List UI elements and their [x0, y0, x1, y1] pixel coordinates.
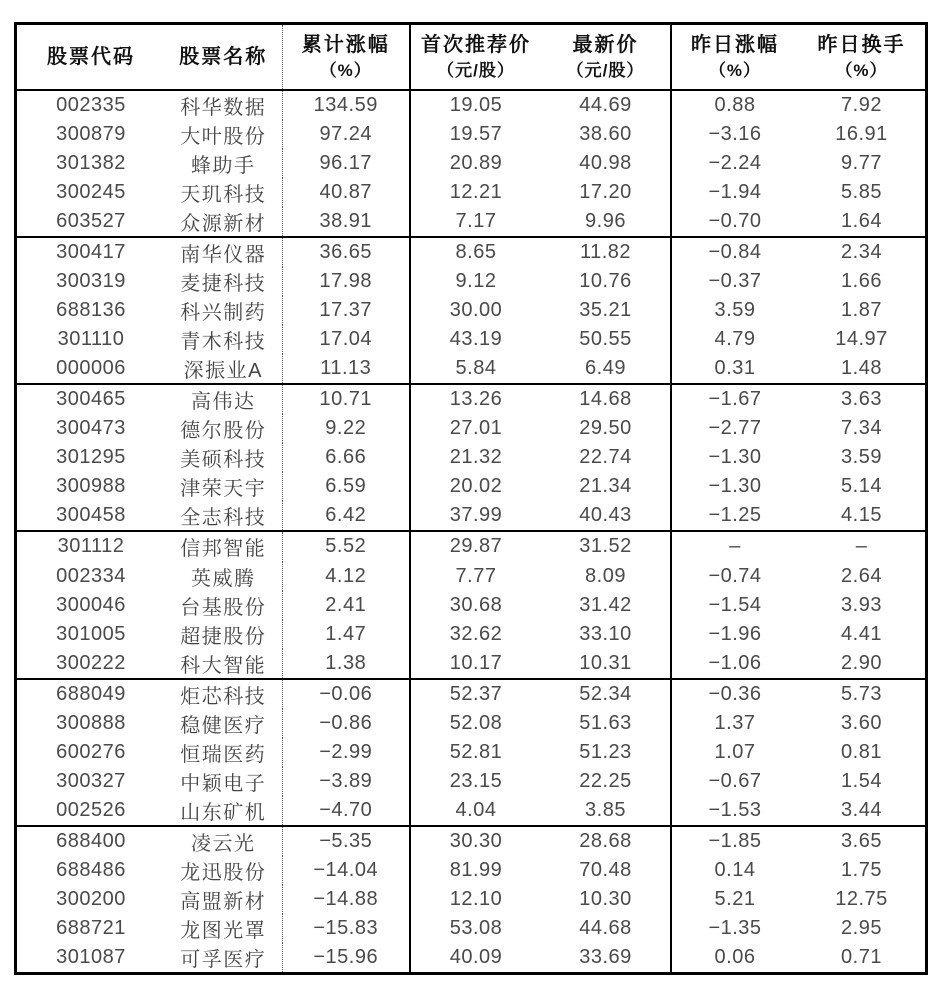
header-unit: （%）: [708, 60, 762, 80]
cell-yesterday-gain: −1.54: [708, 593, 762, 616]
cell-cumulative-gain: 134.59: [282, 90, 410, 120]
cell-cumulative-gain: 2.41: [282, 591, 410, 620]
cell-stock-name: 麦捷科技: [165, 267, 282, 296]
cell-stock-name: 高盟新材: [165, 885, 282, 914]
cell-first-rec-price: 12.10: [449, 887, 503, 910]
cell-cumulative-gain: 17.04: [282, 325, 410, 354]
cell-cumulative-gain: −0.86: [282, 709, 410, 738]
cell-stock-name: 天玑科技: [165, 178, 282, 207]
cell-yesterday-turnover: 3.59: [841, 446, 882, 469]
cell-stock-name: 稳健医疗: [165, 709, 282, 738]
cell-cumulative-gain: 4.12: [282, 562, 410, 591]
cell-stock-code: 603527: [56, 210, 126, 233]
cell-stock-code: 301005: [56, 622, 126, 645]
cell-yesterday-turnover: 7.92: [841, 94, 882, 117]
header-stock-code: [17, 25, 165, 90]
cell-cumulative-gain: 40.87: [282, 178, 410, 207]
cell-yesterday-turnover: 1.64: [841, 210, 882, 233]
cell-latest-price: 40.43: [541, 501, 671, 531]
table-row: [17, 649, 925, 679]
table-row: [17, 885, 925, 914]
cell-yesterday-gain: −2.77: [708, 417, 762, 440]
header-unit: （%）: [319, 60, 372, 80]
cell-latest-price: 51.23: [541, 738, 671, 767]
table-header: [17, 25, 925, 90]
stock-table-container: [14, 22, 928, 975]
cell-cumulative-gain: −5.35: [282, 826, 410, 856]
cell-yesterday-gain: 0.31: [714, 357, 756, 380]
cell-yesterday-gain: −2.24: [708, 152, 762, 175]
cell-stock-code: 301112: [57, 535, 125, 558]
cell-yesterday-turnover: 5.14: [841, 475, 882, 498]
cell-stock-name: 可孚医疗: [165, 943, 282, 972]
cell-cumulative-gain: 6.66: [282, 443, 410, 472]
table-row: [17, 709, 925, 738]
cell-cumulative-gain: −15.83: [282, 914, 410, 943]
cell-first-rec-price: 43.19: [449, 328, 503, 351]
cell-yesterday-turnover: 3.93: [841, 593, 882, 616]
table-row: [17, 914, 925, 943]
cell-first-rec-price: 8.65: [455, 241, 497, 264]
cell-stock-code: 300458: [56, 504, 126, 527]
cell-cumulative-gain: −2.99: [282, 738, 410, 767]
cell-latest-price: 9.96: [541, 207, 671, 237]
cell-cumulative-gain: 9.22: [282, 414, 410, 443]
cell-cumulative-gain: 38.91: [282, 207, 410, 237]
cell-stock-code: 301087: [56, 945, 126, 968]
cell-stock-name: 台基股份: [165, 591, 282, 620]
cell-latest-price: 50.55: [541, 325, 671, 354]
table-row: [17, 472, 925, 501]
cell-stock-name: 超捷股份: [165, 620, 282, 649]
cell-latest-price: 51.63: [541, 709, 671, 738]
cell-stock-code: 688049: [56, 682, 126, 705]
cell-stock-code: 300417: [56, 241, 126, 264]
table-row: [17, 501, 925, 531]
cell-stock-code: 300200: [56, 887, 126, 910]
header-label: 累计涨幅: [301, 33, 390, 56]
cell-yesterday-turnover: 0.81: [841, 740, 882, 763]
cell-cumulative-gain: 1.47: [282, 620, 410, 649]
cell-first-rec-price: 29.87: [449, 535, 503, 558]
cell-stock-name: 龙迅股份: [165, 856, 282, 885]
cell-latest-price: 31.42: [541, 591, 671, 620]
table-row: [17, 207, 925, 237]
cell-stock-code: 301295: [56, 446, 126, 469]
cell-yesterday-gain: −0.70: [708, 210, 762, 233]
cell-stock-code: 300222: [56, 651, 126, 674]
cell-yesterday-turnover: 16.91: [835, 123, 888, 146]
cell-stock-code: 300327: [56, 769, 126, 792]
table-row: [17, 296, 925, 325]
table-row: [17, 237, 925, 267]
table-row: [17, 679, 925, 709]
cell-stock-code: 002334: [56, 564, 126, 587]
cell-yesterday-gain: 0.14: [714, 858, 756, 881]
cell-stock-name: 德尔股份: [165, 414, 282, 443]
cell-cumulative-gain: 17.37: [282, 296, 410, 325]
table-row: [17, 443, 925, 472]
cell-yesterday-gain: 1.07: [714, 740, 756, 763]
cell-stock-name: 青木科技: [165, 325, 282, 354]
header-row: [17, 25, 925, 90]
cell-yesterday-gain: –: [729, 535, 741, 558]
cell-stock-code: 002335: [56, 94, 126, 117]
cell-stock-code: 301382: [56, 152, 126, 175]
cell-yesterday-gain: −1.94: [708, 181, 762, 204]
cell-cumulative-gain: 10.71: [282, 384, 410, 414]
cell-yesterday-gain: 1.37: [714, 711, 756, 734]
cell-cumulative-gain: 6.59: [282, 472, 410, 501]
cell-yesterday-turnover: 2.95: [841, 916, 882, 939]
table-row: [17, 354, 925, 384]
cell-yesterday-turnover: 1.66: [841, 270, 882, 293]
header-latest-price: [541, 25, 671, 90]
cell-yesterday-turnover: 2.34: [841, 241, 882, 264]
cell-stock-code: 688486: [56, 858, 126, 881]
cell-first-rec-price: 7.77: [455, 564, 497, 587]
header-stock-name: [165, 25, 282, 90]
cell-latest-price: 11.82: [541, 237, 671, 267]
cell-latest-price: 17.20: [541, 178, 671, 207]
cell-stock-name: 津荣天宇: [165, 472, 282, 501]
cell-yesterday-gain: −1.96: [708, 622, 762, 645]
stock-table: [17, 25, 925, 972]
cell-yesterday-gain: 5.21: [714, 887, 756, 910]
cell-first-rec-price: 53.08: [449, 916, 503, 939]
cell-stock-code: 301110: [57, 328, 125, 351]
table-row: [17, 591, 925, 620]
header-unit: （元/股）: [437, 60, 515, 80]
cell-stock-code: 300888: [56, 711, 126, 734]
header-label: 首次推荐价: [421, 33, 531, 56]
table-row: [17, 562, 925, 591]
cell-yesterday-gain: −0.37: [708, 270, 762, 293]
cell-yesterday-gain: −1.85: [708, 829, 762, 852]
cell-yesterday-turnover: –: [855, 535, 868, 558]
cell-yesterday-gain: −0.67: [708, 769, 762, 792]
table-row: [17, 90, 925, 120]
cell-first-rec-price: 52.08: [449, 711, 503, 734]
cell-yesterday-gain: −1.30: [708, 475, 762, 498]
cell-first-rec-price: 7.17: [455, 210, 497, 233]
cell-cumulative-gain: −15.96: [282, 943, 410, 972]
cell-latest-price: 33.69: [541, 943, 671, 972]
cell-first-rec-price: 32.62: [449, 622, 503, 645]
cell-yesterday-gain: 4.79: [714, 328, 756, 351]
table-row: [17, 767, 925, 796]
cell-yesterday-turnover: 4.41: [841, 622, 882, 645]
cell-yesterday-turnover: 7.34: [841, 417, 882, 440]
cell-stock-name: 信邦智能: [165, 531, 282, 561]
table-row: [17, 620, 925, 649]
cell-first-rec-price: 40.09: [449, 945, 503, 968]
cell-yesterday-gain: −0.84: [708, 241, 762, 264]
cell-latest-price: 44.68: [541, 914, 671, 943]
header-yesterday-turnover: [798, 25, 925, 90]
cell-stock-name: 科大智能: [165, 649, 282, 679]
cell-yesterday-turnover: 1.87: [841, 299, 882, 322]
cell-yesterday-turnover: 9.77: [841, 152, 882, 175]
table-row: [17, 856, 925, 885]
cell-stock-name: 英威腾: [165, 562, 282, 591]
cell-cumulative-gain: −14.04: [282, 856, 410, 885]
cell-first-rec-price: 20.02: [449, 475, 503, 498]
cell-stock-code: 300988: [56, 475, 126, 498]
cell-yesterday-turnover: 2.90: [841, 651, 882, 674]
cell-stock-code: 300473: [56, 417, 126, 440]
cell-stock-name: 全志科技: [165, 501, 282, 531]
cell-latest-price: 35.21: [541, 296, 671, 325]
cell-latest-price: 21.34: [541, 472, 671, 501]
table-row: [17, 531, 925, 561]
table-row: [17, 826, 925, 856]
header-unit: （元/股）: [566, 60, 645, 80]
cell-first-rec-price: 19.05: [449, 94, 503, 117]
cell-stock-name: 龙图光罩: [165, 914, 282, 943]
cell-yesterday-gain: −1.25: [708, 504, 762, 527]
cell-yesterday-turnover: 0.71: [841, 945, 882, 968]
cell-stock-code: 600276: [56, 740, 126, 763]
cell-first-rec-price: 10.17: [449, 651, 503, 674]
cell-yesterday-gain: −1.35: [708, 916, 762, 939]
cell-latest-price: 33.10: [541, 620, 671, 649]
cell-first-rec-price: 30.00: [449, 299, 503, 322]
cell-latest-price: 40.98: [541, 149, 671, 178]
table-row: [17, 178, 925, 207]
cell-yesterday-gain: 0.06: [714, 945, 756, 968]
cell-yesterday-gain: −1.06: [708, 651, 762, 674]
cell-stock-code: 300319: [56, 270, 126, 293]
cell-yesterday-gain: −0.36: [708, 682, 762, 705]
table-row: [17, 796, 925, 826]
cell-yesterday-turnover: 5.85: [841, 181, 882, 204]
cell-first-rec-price: 4.04: [455, 798, 497, 821]
cell-yesterday-turnover: 3.44: [841, 798, 882, 821]
cell-stock-name: 恒瑞医药: [165, 738, 282, 767]
cell-cumulative-gain: −14.88: [282, 885, 410, 914]
cell-cumulative-gain: −4.70: [282, 796, 410, 826]
cell-yesterday-turnover: 3.60: [841, 711, 882, 734]
cell-stock-name: 高伟达: [165, 384, 282, 414]
table-row: [17, 325, 925, 354]
cell-latest-price: 10.31: [541, 649, 671, 679]
cell-latest-price: 70.48: [541, 856, 671, 885]
cell-latest-price: 8.09: [541, 562, 671, 591]
cell-first-rec-price: 9.12: [455, 270, 497, 293]
cell-yesterday-gain: −1.53: [708, 798, 762, 821]
cell-stock-name: 蜂助手: [165, 149, 282, 178]
cell-yesterday-turnover: 1.48: [841, 357, 882, 380]
cell-stock-code: 688721: [56, 916, 126, 939]
cell-first-rec-price: 13.26: [449, 388, 503, 411]
cell-first-rec-price: 37.99: [449, 504, 503, 527]
cell-cumulative-gain: 96.17: [282, 149, 410, 178]
cell-stock-name: 炬芯科技: [165, 679, 282, 709]
cell-stock-name: 众源新材: [165, 207, 282, 237]
cell-yesterday-turnover: 4.15: [841, 504, 882, 527]
cell-stock-code: 688136: [56, 299, 126, 322]
cell-yesterday-turnover: 12.75: [835, 887, 888, 910]
cell-first-rec-price: 21.32: [449, 446, 503, 469]
cell-first-rec-price: 27.01: [449, 417, 503, 440]
table-row: [17, 738, 925, 767]
cell-yesterday-turnover: 3.63: [841, 388, 882, 411]
header-label: 昨日涨幅: [691, 33, 779, 56]
cell-latest-price: 22.74: [541, 443, 671, 472]
table-row: [17, 943, 925, 972]
cell-yesterday-turnover: 1.54: [841, 769, 882, 792]
cell-latest-price: 52.34: [541, 679, 671, 709]
cell-latest-price: 31.52: [541, 531, 671, 561]
table-row: [17, 267, 925, 296]
cell-first-rec-price: 81.99: [449, 858, 503, 881]
cell-latest-price: 10.30: [541, 885, 671, 914]
cell-first-rec-price: 30.68: [449, 593, 503, 616]
table-row: [17, 414, 925, 443]
cell-latest-price: 3.85: [541, 796, 671, 826]
cell-stock-name: 凌云光: [165, 826, 282, 856]
cell-cumulative-gain: 5.52: [282, 531, 410, 561]
cell-stock-code: 300245: [56, 181, 126, 204]
cell-first-rec-price: 52.37: [449, 682, 503, 705]
cell-yesterday-turnover: 2.64: [841, 564, 882, 587]
header-label: 股票代码: [47, 45, 135, 68]
cell-first-rec-price: 12.21: [449, 181, 503, 204]
cell-cumulative-gain: 17.98: [282, 267, 410, 296]
header-cumulative-gain: [282, 25, 410, 90]
cell-first-rec-price: 5.84: [455, 357, 497, 380]
cell-stock-code: 300046: [56, 593, 126, 616]
cell-latest-price: 44.69: [541, 90, 671, 120]
cell-stock-name: 山东矿机: [165, 796, 282, 826]
cell-cumulative-gain: 97.24: [282, 120, 410, 149]
cell-stock-name: 美硕科技: [165, 443, 282, 472]
cell-cumulative-gain: 36.65: [282, 237, 410, 267]
table-row: [17, 384, 925, 414]
cell-cumulative-gain: 11.13: [282, 354, 410, 384]
cell-stock-code: 300879: [56, 123, 126, 146]
header-first-rec-price: [410, 25, 541, 90]
cell-yesterday-gain: −1.30: [708, 446, 762, 469]
cell-yesterday-turnover: 14.97: [835, 328, 888, 351]
cell-stock-name: 科兴制药: [165, 296, 282, 325]
header-unit: （%）: [835, 60, 888, 80]
cell-first-rec-price: 30.30: [449, 829, 503, 852]
cell-latest-price: 38.60: [541, 120, 671, 149]
cell-latest-price: 29.50: [541, 414, 671, 443]
cell-yesterday-turnover: 3.65: [841, 829, 882, 852]
cell-stock-name: 中颖电子: [165, 767, 282, 796]
cell-stock-name: 科华数据: [165, 90, 282, 120]
cell-cumulative-gain: 6.42: [282, 501, 410, 531]
cell-yesterday-turnover: 1.75: [841, 858, 882, 881]
cell-yesterday-gain: 3.59: [714, 299, 756, 322]
cell-latest-price: 14.68: [541, 384, 671, 414]
cell-cumulative-gain: 1.38: [282, 649, 410, 679]
header-label: 股票名称: [179, 45, 268, 68]
cell-yesterday-gain: −1.67: [708, 388, 762, 411]
cell-first-rec-price: 19.57: [449, 123, 503, 146]
cell-yesterday-gain: −3.16: [708, 123, 762, 146]
table-body: [17, 90, 925, 972]
cell-stock-code: 688400: [56, 829, 126, 852]
cell-yesterday-gain: 0.88: [714, 94, 756, 117]
cell-stock-name: 深振业A: [165, 354, 282, 384]
header-label: 昨日换手: [817, 33, 906, 56]
header-yesterday-gain: [671, 25, 798, 90]
cell-yesterday-turnover: 5.73: [841, 682, 882, 705]
cell-stock-code: 000006: [56, 357, 126, 380]
cell-stock-code: 002526: [56, 798, 126, 821]
cell-latest-price: 28.68: [541, 826, 671, 856]
cell-cumulative-gain: −0.06: [282, 679, 410, 709]
cell-stock-name: 大叶股份: [165, 120, 282, 149]
cell-latest-price: 22.25: [541, 767, 671, 796]
cell-first-rec-price: 23.15: [449, 769, 503, 792]
cell-cumulative-gain: −3.89: [282, 767, 410, 796]
cell-latest-price: 10.76: [541, 267, 671, 296]
cell-first-rec-price: 20.89: [449, 152, 503, 175]
cell-yesterday-gain: −0.74: [708, 564, 762, 587]
cell-stock-name: 南华仪器: [165, 237, 282, 267]
cell-latest-price: 6.49: [541, 354, 671, 384]
cell-stock-code: 300465: [56, 388, 126, 411]
cell-first-rec-price: 52.81: [449, 740, 503, 763]
header-label: 最新价: [572, 33, 639, 56]
table-row: [17, 120, 925, 149]
table-row: [17, 149, 925, 178]
